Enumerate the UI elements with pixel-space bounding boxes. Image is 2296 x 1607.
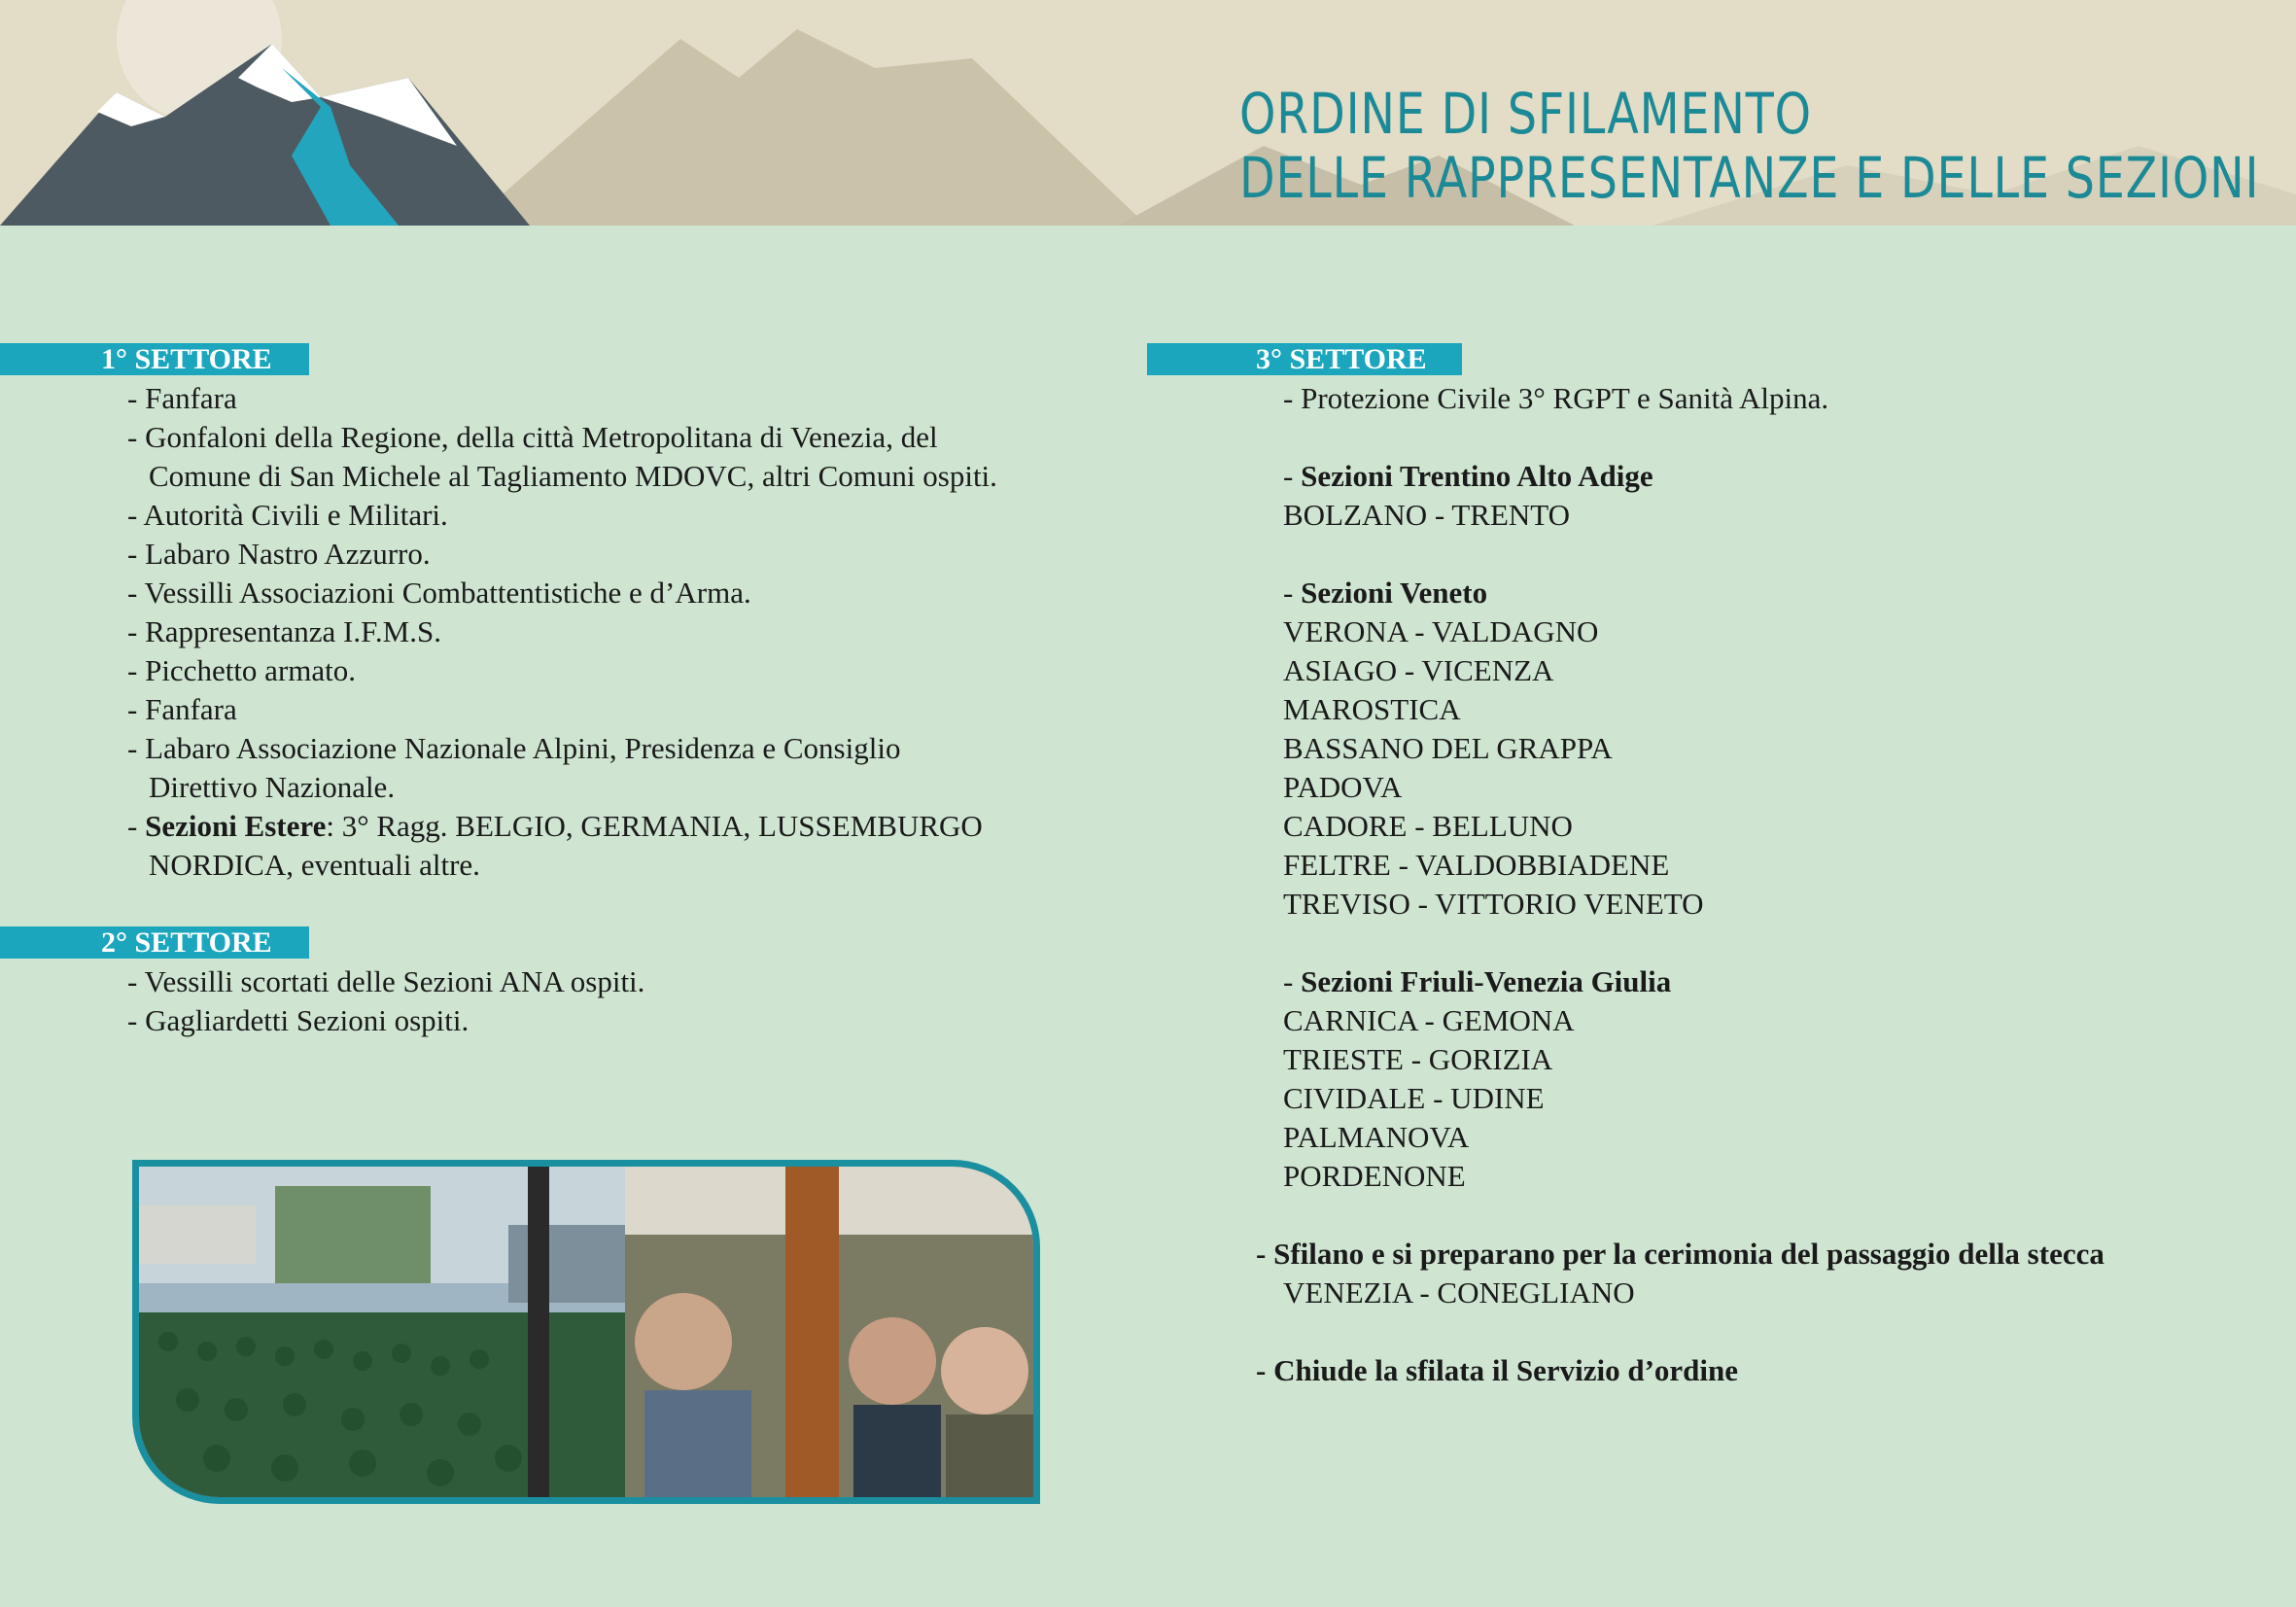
list-item-sezioni-estere [127,807,997,846]
trentino-heading-text: Sezioni Trentino Alto Adige [1301,459,1653,493]
parade-photo [132,1160,1040,1504]
list-item: - Fanfara [127,381,237,415]
sezioni-estere-heading: Sezioni Estere [145,809,327,843]
veneto-heading-text: Sezioni Veneto [1301,576,1488,610]
list-item: TRIESTE - GORIZIA [1283,1042,1553,1076]
chiude-heading [1256,1351,2105,1390]
list-item: PALMANOVA [1283,1120,1470,1154]
sezioni-estere-text: : 3° Ragg. BELGIO, GERMANIA, LUSSEMBURGO [326,809,983,843]
sector-1-label: 1° SETTORE [101,343,272,375]
chiude-heading-text: - Chiude la sfilata il Servizio d’ordine [1256,1353,1738,1387]
list-item: - Fanfara [127,692,237,726]
dash: - [1283,964,1302,998]
stecca-heading-text: - Sfilano e si preparano per la cerimonia del passaggio della stecca [1256,1237,2105,1271]
friuli-heading [1283,962,2105,1001]
dash: - [1283,459,1302,493]
list-item: - Gonfaloni della Regione, della città Metropolitana di Venezia, del [127,420,938,454]
veneto-heading [1283,574,2105,612]
sector-1-tag [0,343,309,375]
list-item: - Labaro Associazione Nazionale Alpini, Presidenza e Consiglio [127,731,901,765]
friuli-heading-text: Sezioni Friuli-Venezia Giulia [1301,964,1672,998]
list-item: Comune di San Michele al Tagliamento MDOVC, altri Comuni ospiti. [149,459,997,493]
sector-3-tag [1147,343,1462,375]
list-item: - Picchetto armato. [127,653,356,687]
list-item: MAROSTICA [1283,692,1461,726]
list-item: CIVIDALE - UDINE [1283,1081,1545,1115]
list-item: PORDENONE [1283,1159,1466,1193]
list-item: BASSANO DEL GRAPPA [1283,731,1613,765]
list-item: PADOVA [1283,770,1403,804]
list-item: FELTRE - VALDOBBIADENE [1283,848,1670,882]
list-item: - Rappresentanza I.F.M.S. [127,614,441,648]
list-item: CADORE - BELLUNO [1283,809,1573,843]
sector-1-list [127,379,997,885]
list-item: - Gagliardetti Sezioni ospiti. [127,1003,470,1037]
sector-2-label: 2° SETTORE [101,926,272,959]
list-item: VENEZIA - CONEGLIANO [1283,1275,1635,1310]
dash: - [1283,576,1302,610]
list-item: Direttivo Nazionale. [149,770,396,804]
list-item: - Labaro Nastro Azzurro. [127,537,431,571]
list-item: ASIAGO - VICENZA [1283,653,1554,687]
dash: - [127,809,146,843]
title-line-2: DELLE RAPPRESENTANZE E DELLE SEZIONI [1239,145,2260,211]
list-item: - Autorità Civili e Militari. [127,498,448,532]
parade-photo-image [139,1167,1033,1497]
list-item: CARNICA - GEMONA [1283,1003,1575,1037]
page-title [1239,82,2259,210]
sector-3-label: 3° SETTORE [1256,343,1427,375]
list-item: VERONA - VALDAGNO [1283,614,1599,648]
sector-2-list [127,962,644,1040]
list-item: BOLZANO - TRENTO [1283,498,1571,532]
sector-3-list [1256,379,2105,1390]
trentino-heading [1283,457,2105,496]
list-item: TREVISO - VITTORIO VENETO [1283,887,1704,921]
sector-2-tag [0,926,309,959]
list-item: NORDICA, eventuali altre. [149,848,480,882]
list-item: - Vessilli Associazioni Combattentistiche e d’Arma. [127,576,751,610]
stecca-heading [1256,1235,2105,1274]
title-line-1: ORDINE DI SFILAMENTO [1239,81,1812,147]
header-banner [0,0,2296,226]
list-item: - Protezione Civile 3° RGPT e Sanità Alpina. [1283,381,1829,415]
list-item: - Vessilli scortati delle Sezioni ANA ospiti. [127,964,645,998]
